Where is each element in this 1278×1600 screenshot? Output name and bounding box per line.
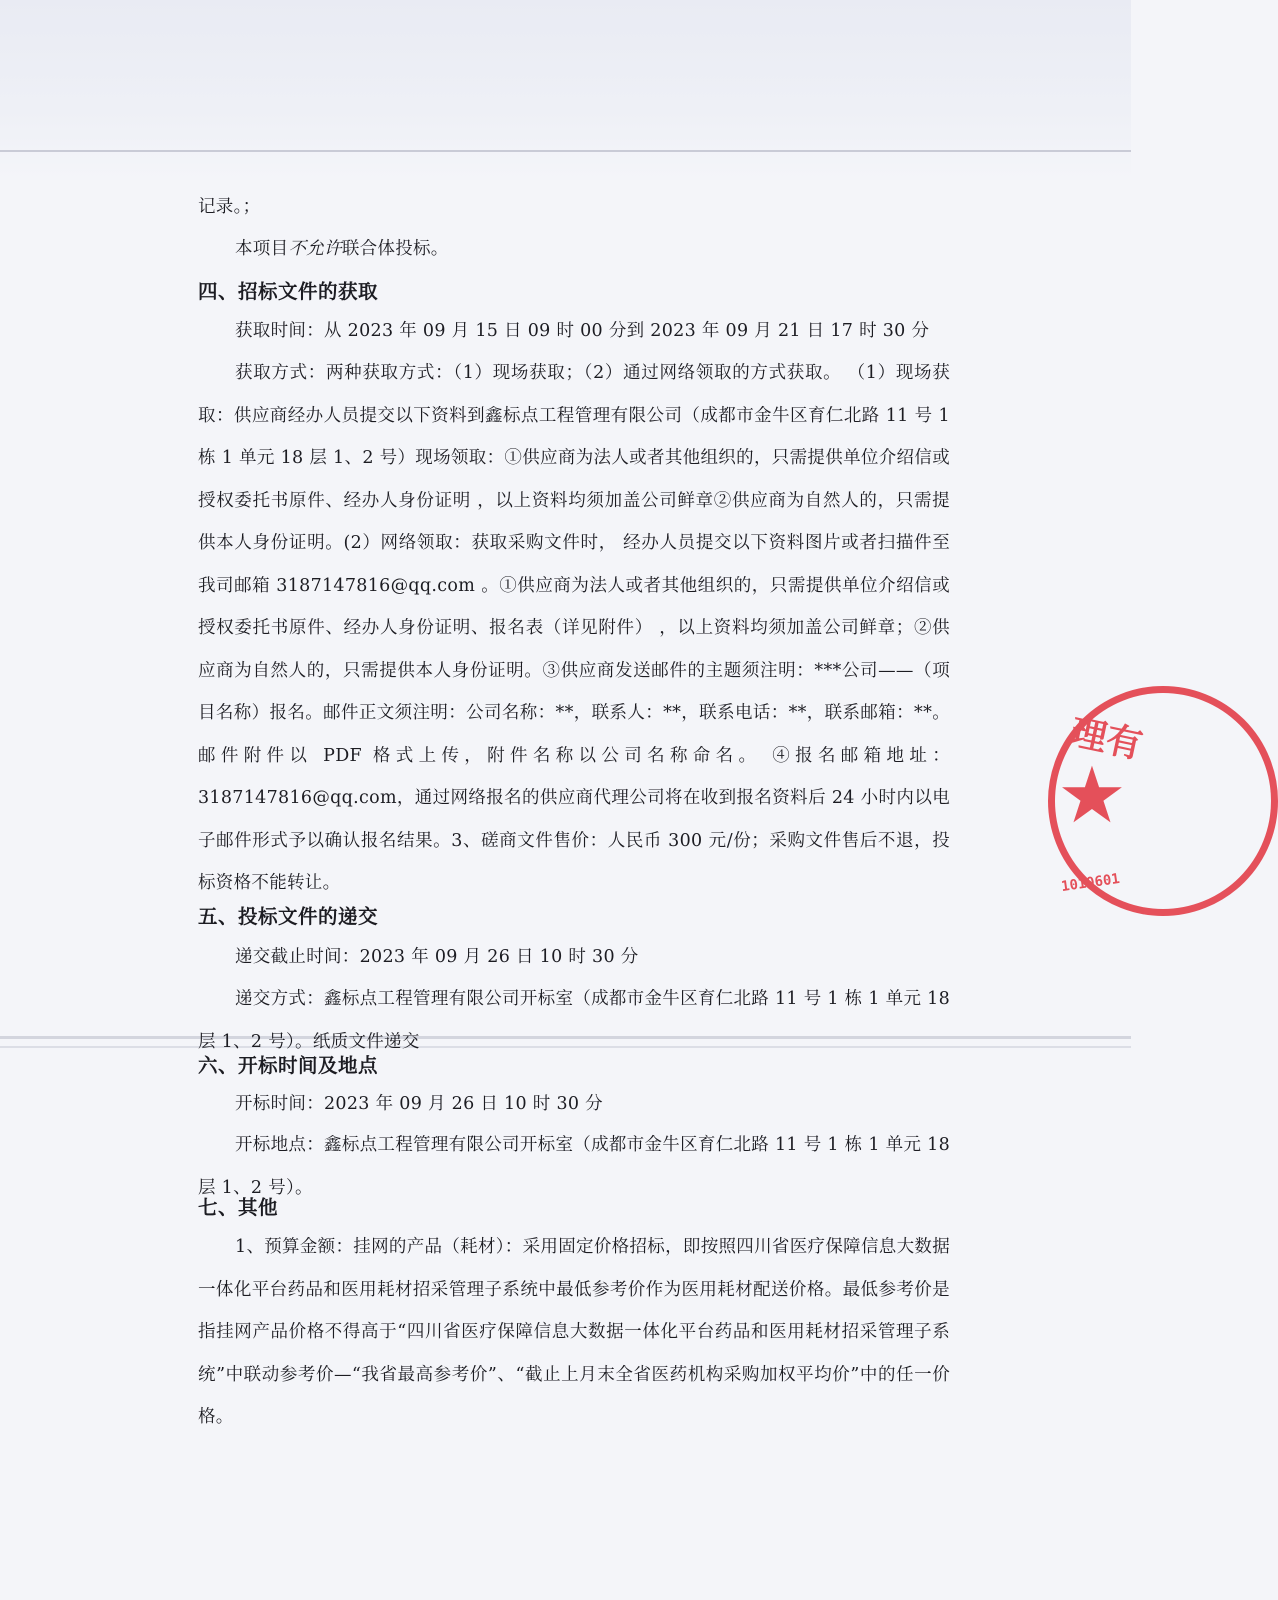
consortium-text-em: 不允许 xyxy=(288,239,342,259)
acquisition-method-paragraph: 获取方式：两种获取方式：（1）现场获取；（2）通过网络领取的方式获取。 （1）现场获取：供应商经办人员提交以下资料到鑫标点工程管理有限公司（成都市金牛区育仁北路 11 号 1 栋 1 单元 18 层 1、2 号）现场领取：①供应商为法人或者其他组织的，只需提供单位介绍信或授权委托书原件、经办人身份证明 ，以上资料均须加盖公司鲜章②供应商为自然人的，只需提供本人身份证明。(2）网络领取：获取采购文件时， 经办人员提交以下资料图片或者扫描件至我司邮箱 3187147816@qq.com 。①供应商为法人或者其他组织的，只需提供单位介绍信或授权委托书原件、经办人身份证明、报名表（详见附件） ，以上资料均须加盖公司鲜章；②供应商为自然人的，只需提供本人身份证明。③供应商发送邮件的主题须注明：***公司——（项目名称）报名。邮件正文须注明：公司名称：**，联系人：**，联系电话：**，联系邮箱：**。邮件附件以 PDF 格式上传，附件名称以公司名称命名。 ④报名邮箱地址：3187147816@qq.com，通过网络报名的供应商代理公司将在收到报名资料后 24 小时内以电子邮件形式予以确认报名结果。3、磋商文件售价：人民币 300 元/份；采购文件售后不退，投标资格不能转让。 xyxy=(198,363,950,893)
submit-method-paragraph: 递交方式：鑫标点工程管理有限公司开标室（成都市金牛区育仁北路 11 号 1 栋 1 单元 18 层 1、2 号）。纸质文件递交 xyxy=(198,989,950,1052)
section-heading-7: 七、其他 xyxy=(198,1196,279,1219)
company-seal-stamp xyxy=(1048,686,1278,916)
record-line: 记录。； xyxy=(198,197,261,217)
section-heading-4: 四、招标文件的获取 xyxy=(198,280,379,303)
stamp-star-icon: ★ xyxy=(1057,751,1127,841)
acquisition-time-paragraph: 获取时间：从 2023 年 09 月 15 日 09 时 00 分到 2023 年 09 月 21 日 17 时 30 分 xyxy=(235,321,930,341)
consortium-text-a: 本项目 xyxy=(235,239,289,259)
opening-time-paragraph: 开标时间：2023 年 09 月 26 日 10 时 30 分 xyxy=(235,1094,603,1114)
scan-shadow-band xyxy=(0,0,1131,180)
stamp-text: 理有 xyxy=(1066,711,1146,767)
section-heading-6: 六、开标时间及地点 xyxy=(198,1054,379,1077)
stamp-code: 1010601 xyxy=(1060,870,1121,896)
consortium-text-b: 联合体投标。 xyxy=(341,239,449,259)
budget-paragraph: 1、预算金额：挂网的产品（耗材）：采用固定价格招标，即按照四川省医疗保障信息大数据一体化平台药品和医用耗材招采管理子系统中最低参考价作为医用耗材配送价格。最低参考价是指挂网产品价格不得高于“四川省医疗保障信息大数据一体化平台药品和医用耗材招采管理子系统”中联动参考价—“我省最高参考价”、“截止上月末全省医药机构采购加权平均价”中的任一价格。 xyxy=(198,1237,950,1427)
consortium-paragraph xyxy=(198,228,950,271)
opening-place-paragraph: 开标地点：鑫标点工程管理有限公司开标室（成都市金牛区育仁北路 11 号 1 栋 1 单元 18 层 1、2 号）。 xyxy=(198,1135,950,1198)
section-heading-5: 五、投标文件的递交 xyxy=(198,905,379,928)
submit-deadline-paragraph: 递交截止时间：2023 年 09 月 26 日 10 时 30 分 xyxy=(235,947,639,967)
scan-line xyxy=(0,150,1131,152)
